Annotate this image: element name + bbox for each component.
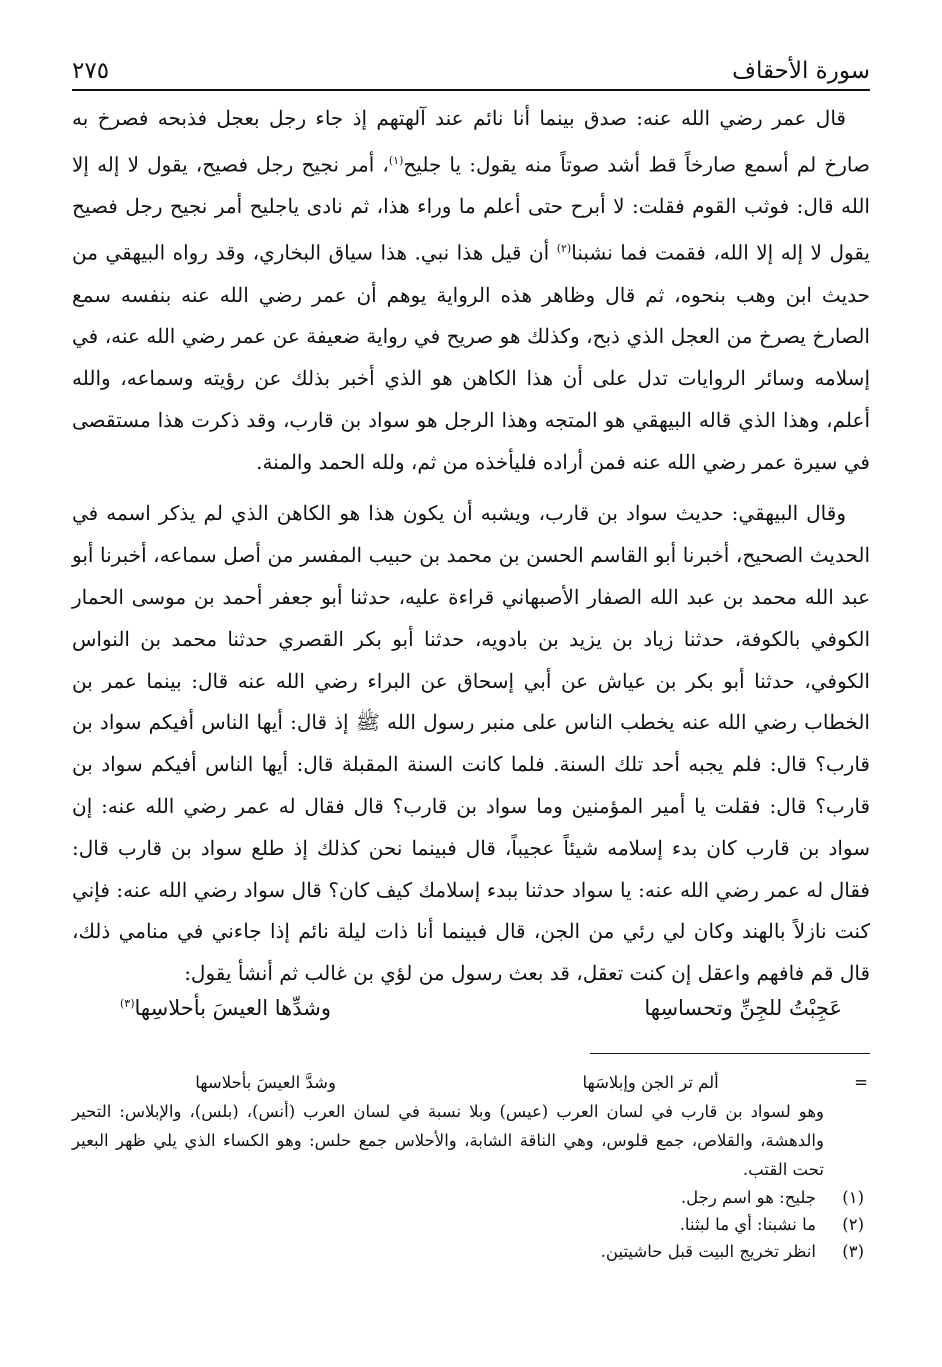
page-header (72, 44, 870, 84)
footnote-number: (٣) (842, 1242, 864, 1261)
footnote-text: ما نشبنا: أي ما لبثنا. (679, 1215, 816, 1234)
note-verse-hemistich-1: ألم تر الجن وإبلاسَها (582, 1073, 719, 1092)
main-text (72, 98, 870, 995)
footnote-text: جليح: هو اسم رجل. (680, 1188, 816, 1207)
footnote-divider (590, 1053, 870, 1054)
footnote-text: انظر تخريج البيت قبل حاشيتين. (600, 1242, 816, 1261)
surah-title: سورة الأحقاف (732, 58, 870, 84)
footnote-item (72, 1238, 864, 1265)
continuation-mark: = (854, 1073, 868, 1092)
footnote-item (72, 1211, 864, 1238)
note-verse-hemistichs (72, 1068, 842, 1097)
paragraph-2: وقال البيهقي: حديث سواد بن قارب، ويشبه أن يكون هذا هو الكاهن الذي لم يذكر اسمه في الحديث الصحيح، أخبرنا أبو القاسم الحسن بن محمد بن حبيب المفسر من أصل سماعه، أخبرنا أبو عبد الله محمد بن عبد الله الصفار الأصبهاني قراءة عليه، حدثنا أبو جعفر أحمد بن موسى الحمار الكوفي بالكوفة، حدثنا زياد بن يزيد بن بادويه، حدثنا أبو بكر القصري حدثنا محمد بن النواس الكوفي، حدثنا أبو بكر بن عياش عن أبي إسحاق عن البراء رضي الله عنه قال: بينما عمر بن الخطاب رضي الله عنه يخطب الناس على منبر رسول الله ﷺ إذ قال: أيها الناس أفيكم سواد بن قارب؟ قال: فلم يجبه أحد تلك السنة. فلما كانت السنة المقبلة قال: أيها الناس أفيكم سواد بن قارب؟ قال: فقلت يا أمير المؤمنين وما سواد بن قارب؟ قال فقال له عمر رضي الله عنه: إن سواد بن قارب كان بدء إسلامه شيئاً عجيباً، قال فبينما نحن كذلك إذ طلع سواد بن قارب قال: فقال له عمر رضي الله عنه: يا سواد حدثنا ببدء إسلامك كيف كان؟ قال سواد رضي الله عنه: فإني كنت نازلاً بالهند وكان لي رئي من الجن، قال فبينما أنا ذات ليلة نائم إذا جاءني في منامي ذلك، قال قم فافهم واعقل إن كنت تعقل، قد بعث رسول من لؤي بن غالب ثم أنشأ يقول: (72, 501, 871, 986)
verse-hemistich-2: وشدِّها العيسَ بأحلاسِها (134, 996, 332, 1020)
verse-hemistich-2-wrap (120, 996, 331, 1020)
continued-note-text: وهو لسواد بن قارب في لسان العرب (عيس) وبلا نسبة في لسان العرب (أنس)، (بلس)، والإبلاس: التحير والدهشة، والقلاص، جمع قلوس، وهي الناقة الشابة، والأحلاس جمع حلس: وهو الكساء الذي يلي ظهر البعير تحت القتب. (72, 1102, 824, 1179)
note-verse-hemistich-2: وشدَّ العيسَ بأحلاسها (195, 1073, 336, 1092)
footnotes-section (72, 1068, 870, 1265)
paragraph-1 (72, 98, 870, 483)
footnote-item (72, 1184, 864, 1211)
footnote-number: (٢) (842, 1215, 864, 1234)
paragraph-1-part-c: أن قيل هذا نبي. هذا سياق البخاري، وقد رواه البيهقي من حديث ابن وهب بنحوه، ثم قال وظاهر هذه الرواية يوهم أن عمر رضي الله عنه بنفسه سمع الصارخ يصرخ من العجل الذي ذبح، وكذلك هو صريح في رواية ضعيفة عن عمر رضي الله عنه، في إسلامه وسائر الروايات تدل على أن هذا الكاهن هو الذي أخبر بذلك عن رؤيته وسماعه، والله أعلم، وهذا الذي قاله البيهقي هو المتجه وهذا الرجل هو سواد بن قارب، وقد ذكرت هذا مستقصى في سيرة عمر رضي الله عنه فمن أراده فليأخذه من ثم، ولله الحمد والمنة. (72, 240, 870, 474)
footnote-ref-2: (٢) (556, 242, 572, 256)
paragraph-1-part-b: ، أمر نجيح رجل فصيح، يقول لا إله إلا الله قال: فوثب القوم فقلت: لا أبرح حتى أعلم ما وراء هذا، ثم نادى ياجليح أمر نجيح رجل فصيح يقول لا إله إلا الله، فقمت فما نشبنا (72, 152, 870, 265)
page-number: ٢٧٥ (72, 58, 110, 84)
paragraph-1-part-a: قال عمر رضي الله عنه: صدق بينما أنا نائم عند آلهتهم إذ جاء رجل بعجل فذبحه فصرخ به صارخ لم أسمع صارخاً قط أشد صوتاً منه يقول: يا جليح (72, 106, 870, 177)
header-divider (72, 89, 870, 91)
verse-hemistich-1: عَجِبْتُ للجِنِّ وتحساسِها (644, 996, 842, 1020)
poetry-verse (120, 996, 842, 1020)
footnote-number: (١) (842, 1188, 864, 1207)
footnote-ref-3: (٣) (120, 997, 135, 1010)
footnote-ref-1: (١) (388, 153, 404, 167)
continued-note-verse (72, 1068, 870, 1097)
